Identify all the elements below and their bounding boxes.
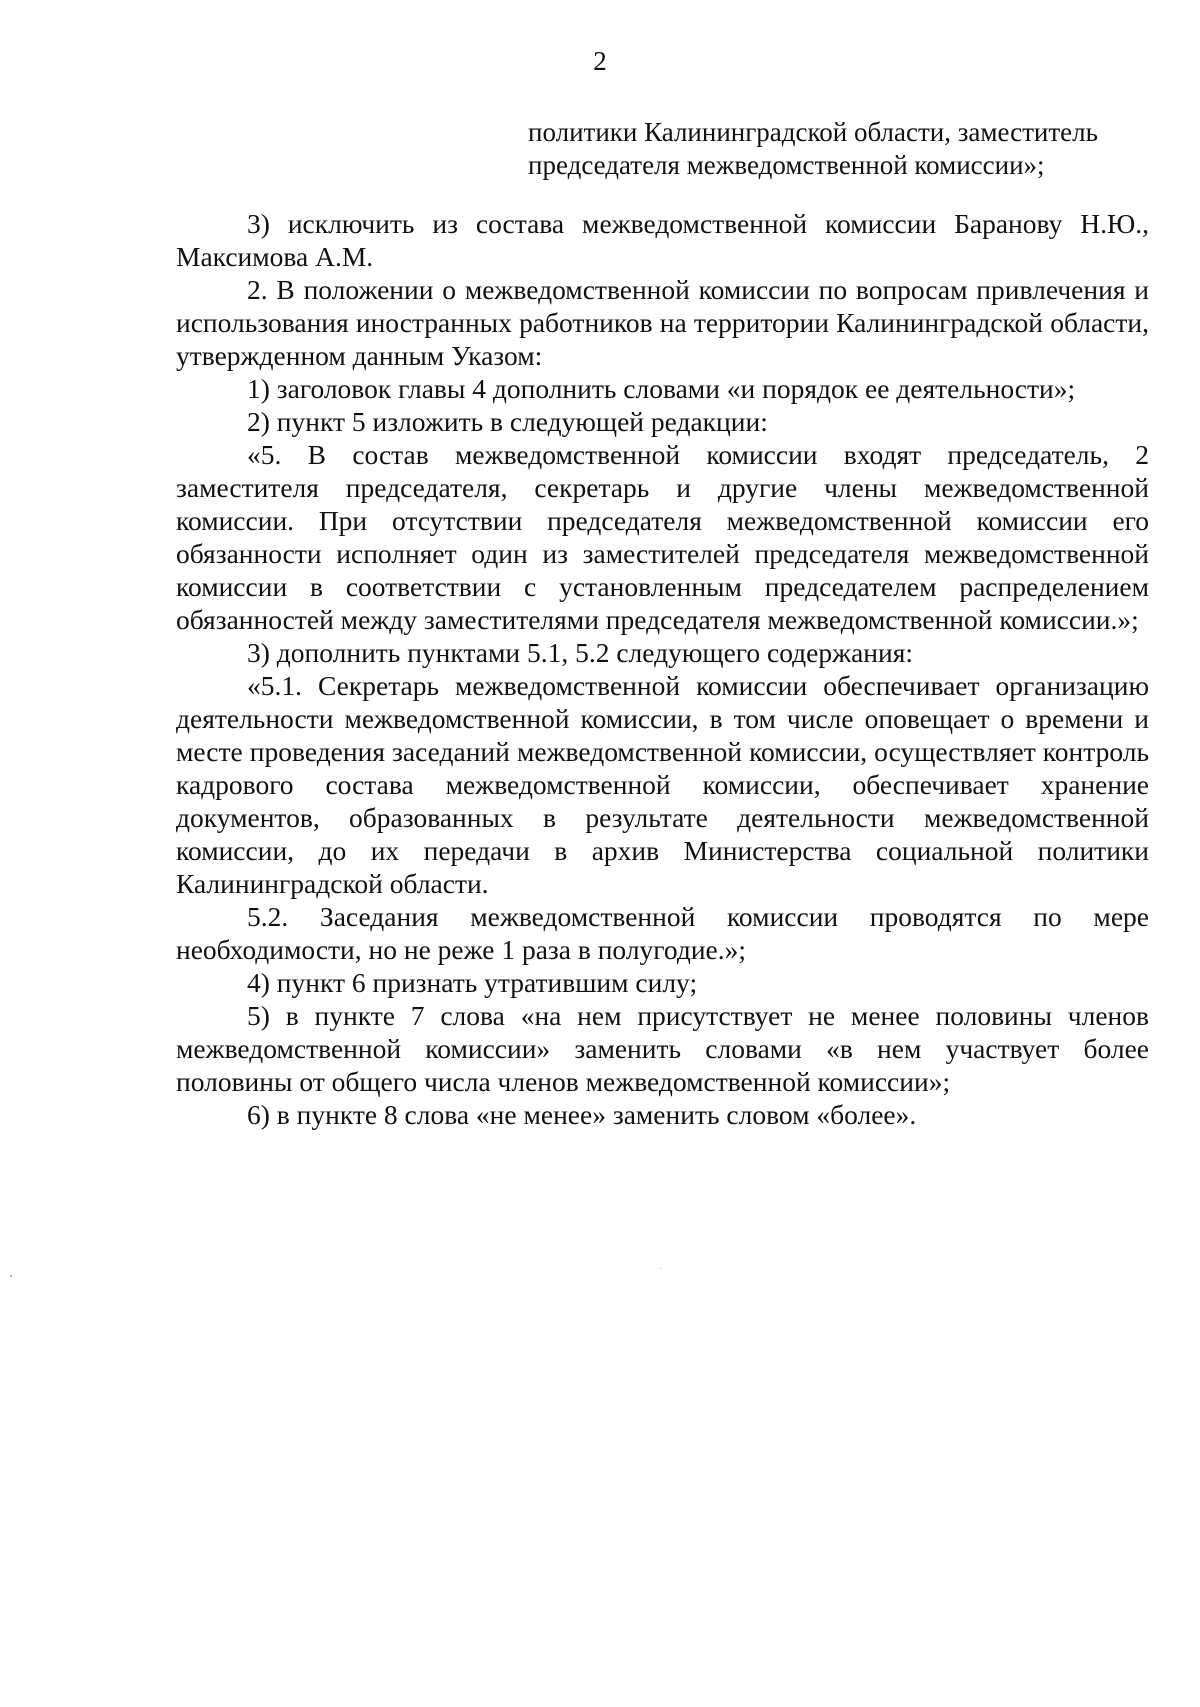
paragraph-clause-5: «5. В состав межведомственной комиссии входят председатель, 2 заместителя председателя, секретарь и другие члены межведомственной комиссии. При отсутствии председателя межведомственной комиссии его обязанности исполняет один из заместителей председателя межведомственной комиссии в соответствии с установленным председателем распределением обязанностей между заместителями председателя межведомственной комиссии.»; bbox=[176, 439, 1149, 635]
paragraph-exclude-members: 3) исключить из состава межведомственной комиссии Баранову Н.Ю., Максимова А.М. bbox=[176, 208, 1149, 272]
document-body bbox=[176, 207, 1149, 1131]
paragraph-clause-5-2: 5.2. Заседания межведомственной комиссии проводятся по мере необходимости, но не реже 1 раза в полугодие.»; bbox=[176, 901, 1149, 965]
paragraph-regulation-intro: 2. В положении о межведомственной комиссии по вопросам привлечения и использования иностранных работников на территории Калининградской области, утвержденном данным Указом: bbox=[176, 274, 1149, 371]
paragraph-item-5: 5) в пункте 7 слова «на нем присутствует не менее половины членов межведомственной комиссии» заменить словами «в нем участвует более половины от общего числа членов межведомственной комиссии»; bbox=[176, 1000, 1149, 1097]
continuation-line: политики Калининградской области, заместитель bbox=[528, 117, 1098, 147]
paragraph-clause-5-1: «5.1. Секретарь межведомственной комиссии обеспечивает организацию деятельности межведомственной комиссии, в том числе оповещает о времени и месте проведения заседаний межведомственной комиссии, осуществляет контроль кадрового состава межведомственной комиссии, обеспечивает хранение документов, образованных в результате деятельности межведомственной комиссии, до их передачи в архив Министерства социальной политики Калининградской области. bbox=[176, 670, 1149, 899]
continuation-line: председателя межведомственной комиссии»; bbox=[528, 150, 1045, 180]
continuation-text bbox=[528, 116, 1148, 182]
paragraph-item-1: 1) заголовок главы 4 дополнить словами «и порядок ее деятельности»; bbox=[247, 373, 1076, 404]
paragraph-item-6: 6) в пункте 8 слова «не менее» заменить словом «более». bbox=[247, 1099, 917, 1130]
paragraph-item-2: 2) пункт 5 изложить в следующей редакции: bbox=[247, 406, 768, 437]
page-number: 2 bbox=[593, 46, 607, 76]
paragraph-item-4: 4) пункт 6 признать утратившим силу; bbox=[247, 967, 698, 998]
scan-artifact bbox=[660, 1268, 661, 1269]
paragraph-item-3: 3) дополнить пунктами 5.1, 5.2 следующего содержания: bbox=[247, 637, 914, 668]
scan-artifact bbox=[10, 1275, 12, 1277]
